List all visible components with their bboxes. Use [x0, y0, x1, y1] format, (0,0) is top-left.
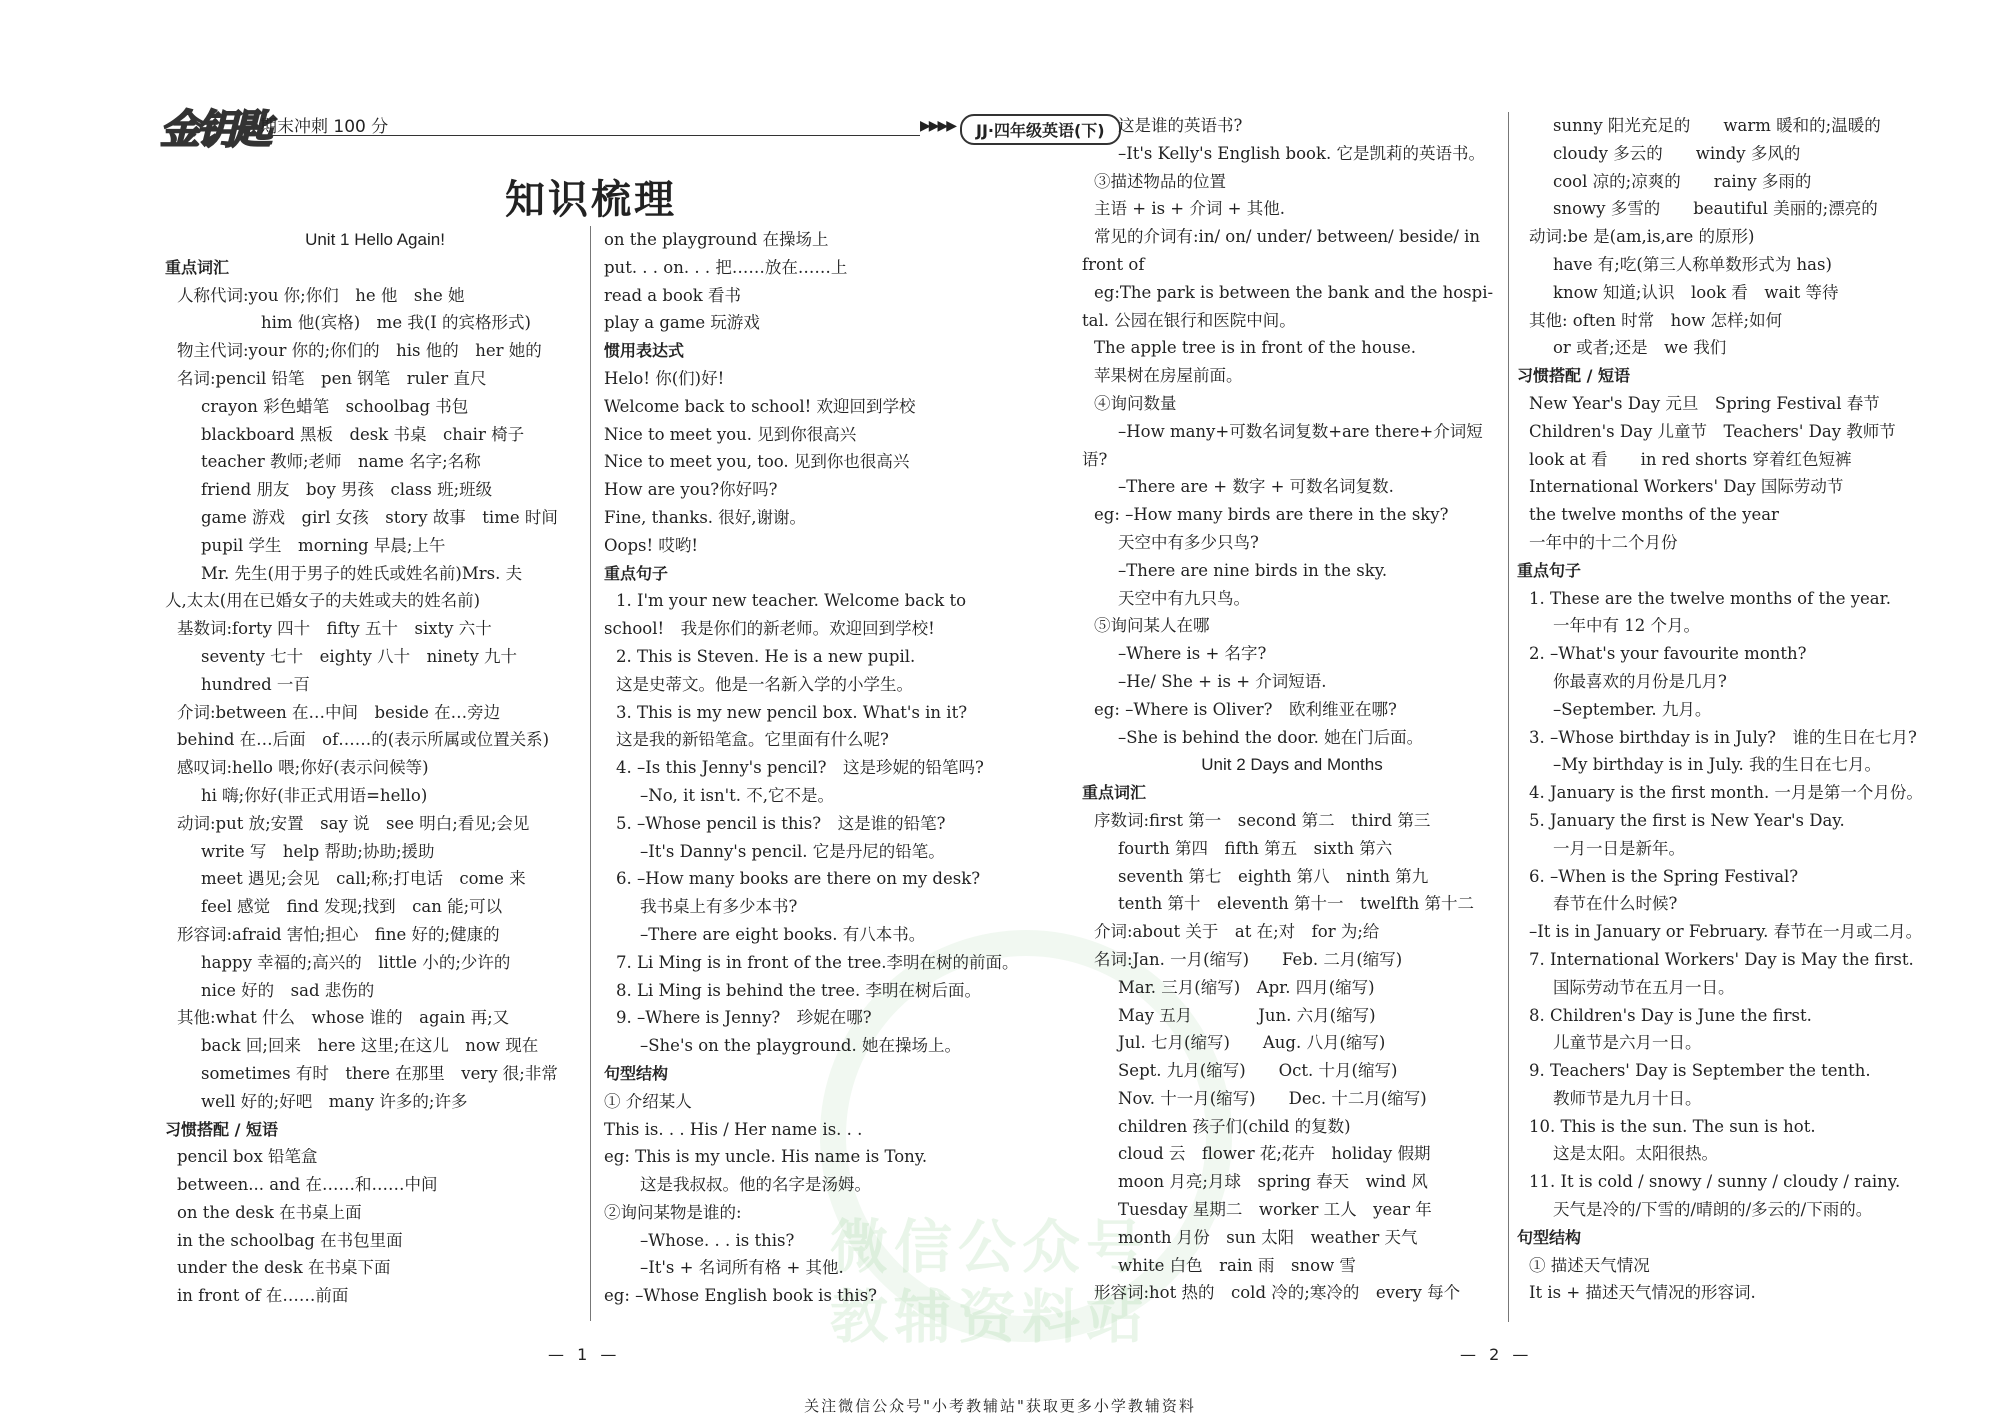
text-line: behind 在…后面 of……的(表示所属或位置关系) [177, 730, 550, 750]
text-line: under the desk 在书桌下面 [177, 1258, 391, 1278]
text-line: eg: –Whose English book is this? [604, 1286, 878, 1306]
text-line: –There are nine birds in the sky. [1118, 560, 1388, 580]
text-line: 序数词:first 第一 second 第二 third 第三 [1094, 810, 1431, 830]
text-line: 7. Li Ming is in front of the tree.李明在树的前面。 [616, 952, 1019, 972]
text-line: tal. 公园在银行和医院中间。 [1082, 310, 1296, 330]
column-divider [590, 226, 591, 1321]
text-line: look at 看 in red shorts 穿着红色短裤 [1529, 449, 1852, 469]
text-line: 主语 + is + 介词 + 其他. [1094, 199, 1285, 219]
text-line: eg: –How many birds are there in the sky? [1094, 505, 1449, 525]
text-line: ②询问某物是谁的: [604, 1202, 742, 1222]
text-line: 天空中有九只鸟。 [1118, 588, 1250, 608]
text-line: read a book 看书 [604, 285, 742, 305]
text-line: on the playground 在操场上 [604, 230, 829, 249]
text-line: meet 遇见;会见 call;称;打电话 come 来 [201, 869, 526, 889]
arrow-chevrons-icon: ▶▶▶▶ [920, 118, 956, 134]
text-line: 春节在什么时候? [1553, 894, 1678, 914]
text-line: 9. –Where is Jenny? 珍妮在哪? [616, 1008, 872, 1028]
text-line: 形容词:hot 热的 cold 冷的;寒冷的 every 每个 [1094, 1283, 1461, 1303]
text-line: –September. 九月。 [1553, 699, 1712, 719]
text-line: fourth 第四 fifth 第五 sixth 第六 [1118, 838, 1393, 858]
text-line: 7. International Workers' Day is May the first. [1529, 949, 1914, 969]
column-1 [165, 226, 585, 1310]
text-line: 介词:about 关于 at 在;对 for 为;给 [1094, 922, 1380, 942]
text-line: know 知道;认识 look 看 wait 等待 [1553, 282, 1839, 302]
header-title: 期末冲刺 100 分 [260, 117, 389, 137]
text-line: cloud 云 flower 花;花卉 holiday 假期 [1118, 1144, 1431, 1164]
text-line: 教师节是九月十日。 [1553, 1088, 1702, 1108]
text-line: eg:The park is between the bank and the hospi- [1094, 282, 1494, 302]
text-line: Mar. 三月(缩写) Apr. 四月(缩写) [1118, 977, 1375, 997]
text-line: 3. –Whose birthday is in July? 谁的生日在七月? [1529, 727, 1917, 747]
text-line: –How many+可数名词复数+are there+介词短 [1118, 421, 1483, 441]
text-line: pencil box 铅笔盒 [177, 1147, 318, 1167]
text-line: How are you?你好吗? [604, 480, 778, 500]
text-line: May 五月 Jun. 六月(缩写) [1118, 1005, 1376, 1025]
text-line: 名词:pencil 铅笔 pen 钢笔 ruler 直尺 [177, 368, 487, 388]
text-line: game 游戏 girl 女孩 story 故事 time 时间 [201, 507, 558, 527]
text-line: crayon 彩色蜡笔 schoolbag 书包 [201, 396, 469, 416]
text-line: sunny 阳光充足的 warm 暖和的;温暖的 [1553, 116, 1881, 135]
text-line: cloudy 多云的 windy 多风的 [1553, 143, 1801, 163]
text-line: –No, it isn't. 不,它不是。 [640, 785, 835, 805]
text-line: write 写 help 帮助;协助;援助 [201, 841, 435, 861]
text-line: 2. –What's your favourite month? [1529, 644, 1807, 664]
text-line: 一年中有 12 个月。 [1553, 616, 1700, 636]
text-line: 动词:be 是(am,is,are 的原形) [1529, 227, 1755, 247]
text-line: 10. This is the sun. The sun is hot. [1529, 1116, 1816, 1136]
text-line: 3. This is my new pencil box. What's in it? [616, 702, 968, 722]
text-line: 儿童节是六月一日。 [1553, 1033, 1702, 1053]
text-line: –There are + 数字 + 可数名词复数. [1118, 477, 1394, 497]
text-line: month 月份 sun 太阳 weather 天气 [1118, 1227, 1418, 1247]
text-line: Nice to meet you, too. 见到你也很高兴 [604, 452, 910, 472]
text-line: 4. –Is this Jenny's pencil? 这是珍妮的铅笔吗? [616, 758, 984, 778]
page-number: — 1 — [548, 1345, 621, 1364]
text-line: 常见的介词有:in/ on/ under/ between/ beside/ in [1094, 227, 1481, 247]
text-line: 感叹词:hello 喂;你好(表示问候等) [177, 758, 429, 778]
section-heading: 重点句子 [604, 563, 669, 583]
text-line: teacher 教师;老师 name 名字;名称 [201, 452, 481, 472]
text-line: the twelve months of the year [1529, 505, 1779, 525]
text-line: 这是我的新铅笔盒。它里面有什么呢? [616, 730, 889, 750]
text-line: –Whose. . . is this? [640, 1230, 795, 1250]
text-line: 8. Children's Day is June the first. [1529, 1005, 1812, 1025]
watermark-text: 微信公众号 [830, 1213, 1151, 1281]
text-line: ③描述物品的位置 [1094, 171, 1226, 191]
text-line: well 好的;好吧 many 许多的;许多 [201, 1091, 468, 1111]
text-line: eg: This is my uncle. His name is Tony. [604, 1147, 928, 1167]
text-line: 天空中有多少只鸟? [1118, 532, 1259, 552]
text-line: ① 描述天气情况 [1529, 1255, 1650, 1275]
text-line: Helo! 你(们)好! [604, 368, 725, 388]
column-4 [1517, 112, 1947, 1307]
text-line: 一年中的十二个月份 [1529, 532, 1678, 552]
text-line: seventh 第七 eighth 第八 ninth 第九 [1118, 866, 1429, 886]
text-line: Welcome back to school! 欢迎回到学校 [604, 396, 916, 416]
grade-badge: JJ·四年级英语(下) [960, 114, 1121, 145]
text-line: 介词:between 在…中间 beside 在…旁边 [177, 702, 501, 722]
text-line: –There are eight books. 有八本书。 [640, 924, 926, 944]
text-line: It is + 描述天气情况的形容词. [1529, 1283, 1756, 1303]
brand-logo: 金钥匙 [160, 106, 268, 153]
text-line: Oops! 哎哟! [604, 535, 698, 555]
text-line: 11. It is cold / snowy / sunny / cloudy / rainy. [1529, 1172, 1901, 1192]
column-3 [1082, 112, 1502, 1307]
text-line: Sept. 九月(缩写) Oct. 十月(缩写) [1118, 1061, 1398, 1081]
text-line: 我书桌上有多少本书? [640, 897, 798, 917]
header-rule [260, 135, 920, 136]
section-heading: 句型结构 [604, 1063, 669, 1083]
text-line: –It is in January or February. 春节在一月或二月。 [1529, 922, 1923, 942]
text-line: feel 感觉 find 发现;找到 can 能;可以 [201, 897, 503, 917]
text-line: –It's Kelly's English book. 它是凯莉的英语书。 [1118, 143, 1485, 163]
text-line: in front of 在……前面 [177, 1286, 349, 1306]
page-title: 知识梳理 [505, 176, 677, 223]
text-line: between... and 在……和……中间 [177, 1175, 438, 1195]
text-line: moon 月亮;月球 spring 春天 wind 风 [1118, 1172, 1428, 1192]
unit-title: Unit 1 Hello Again! [305, 230, 445, 249]
column-divider [1508, 112, 1509, 1322]
text-line: –It's Danny's pencil. 它是丹尼的铅笔。 [640, 841, 945, 861]
text-line: New Year's Day 元旦 Spring Festival 春节 [1529, 393, 1880, 413]
text-line: International Workers' Day 国际劳动节 [1529, 477, 1844, 497]
text-line: 天气是冷的/下雪的/晴朗的/多云的/下雨的。 [1553, 1200, 1873, 1220]
text-line: –She is behind the door. 她在门后面。 [1118, 727, 1424, 747]
text-line: school! 我是你们的新老师。欢迎回到学校! [604, 619, 935, 639]
watermark-text: 教辅资料站 [830, 1283, 1151, 1351]
text-line: 你最喜欢的月份是几月? [1553, 671, 1727, 691]
text-line: 语? [1082, 449, 1108, 469]
text-line: 1. I'm your new teacher. Welcome back to [616, 591, 967, 611]
text-line: 5. January the first is New Year's Day. [1529, 810, 1845, 830]
text-line: 6. –When is the Spring Festival? [1529, 866, 1799, 886]
text-line: –He/ She + is + 介词短语. [1118, 671, 1327, 691]
text-line: Nov. 十一月(缩写) Dec. 十二月(缩写) [1118, 1088, 1427, 1108]
section-heading: 重点句子 [1517, 560, 1582, 580]
footer-note: 关注微信公众号"小考教辅站"获取更多小学教辅资料 [804, 1397, 1196, 1415]
text-line: have 有;吃(第三人称单数形式为 has) [1553, 254, 1832, 274]
text-line: 8. Li Ming is behind the tree. 李明在树后面。 [616, 980, 982, 1000]
text-line: happy 幸福的;高兴的 little 小的;少许的 [201, 952, 511, 972]
text-line: ⑤询问某人在哪 [1094, 616, 1210, 636]
text-line: play a game 玩游戏 [604, 313, 760, 333]
text-line: in the schoolbag 在书包里面 [177, 1230, 403, 1250]
text-line: 名词:Jan. 一月(缩写) Feb. 二月(缩写) [1094, 949, 1403, 969]
text-line: back 回;回来 here 这里;在这儿 now 现在 [201, 1036, 539, 1056]
text-line: 人,太太(用在已婚女子的夫姓或夫的姓名前) [165, 591, 481, 611]
text-line: snowy 多雪的 beautiful 美丽的;漂亮的 [1553, 199, 1878, 219]
text-line: put. . . on. . . 把……放在……上 [604, 257, 848, 277]
section-heading: 重点词汇 [165, 257, 230, 277]
text-line: white 白色 rain 雨 snow 雪 [1118, 1255, 1356, 1275]
text-line: 动词:put 放;安置 say 说 see 明白;看见;会见 [177, 813, 530, 833]
text-line: nice 好的 sad 悲伤的 [201, 980, 375, 1000]
text-line: 5. –Whose pencil is this? 这是谁的铅笔? [616, 813, 946, 833]
section-heading: 重点词汇 [1082, 783, 1147, 803]
text-line: or 或者;还是 we 我们 [1553, 338, 1727, 358]
text-line: 这是我叔叔。他的名字是汤姆。 [640, 1175, 871, 1195]
text-line: 9. Teachers' Day is September the tenth. [1529, 1061, 1871, 1081]
text-line: –Where is + 名字? [1118, 644, 1267, 664]
text-line: ① 介绍某人 [604, 1091, 692, 1111]
text-line: 这是太阳。太阳很热。 [1553, 1144, 1718, 1164]
text-line: 其他:what 什么 whose 谁的 again 再;又 [177, 1008, 510, 1028]
unit-title: Unit 2 Days and Months [1201, 755, 1383, 775]
section-heading: 句型结构 [1517, 1227, 1582, 1247]
text-line: 国际劳动节在五月一日。 [1553, 977, 1735, 997]
section-heading: 习惯搭配 / 短语 [1517, 366, 1630, 386]
text-line: 其他: often 时常 how 怎样;如何 [1529, 310, 1783, 330]
text-line: 苹果树在房屋前面。 [1094, 366, 1243, 386]
text-line: –She's on the playground. 她在操场上。 [640, 1036, 961, 1056]
text-line: front of [1082, 254, 1145, 274]
page-header [160, 98, 1105, 158]
text-line: Nice to meet you. 见到你很高兴 [604, 424, 857, 444]
text-line: 6. –How many books are there on my desk? [616, 869, 981, 889]
text-line: friend 朋友 boy 男孩 class 班;班级 [201, 480, 493, 500]
text-line: –My birthday is in July. 我的生日在七月。 [1553, 755, 1881, 775]
text-line: –It's + 名词所有格 + 其他. [640, 1258, 844, 1278]
text-line: 形容词:afraid 害怕;担心 fine 好的;健康的 [177, 924, 500, 944]
text-line: 1. These are the twelve months of the year. [1529, 588, 1891, 608]
text-line: hundred 一百 [201, 674, 310, 694]
text-line: 基数词:forty 四十 fifty 五十 sixty 六十 [177, 619, 492, 639]
text-line: Mr. 先生(用于男子的姓氏或姓名前)Mrs. 夫 [201, 563, 523, 583]
text-line: The apple tree is in front of the house. [1094, 338, 1416, 358]
text-line: ④询问数量 [1094, 393, 1177, 413]
text-line: eg: –Where is Oliver? 欧利维亚在哪? [1094, 699, 1397, 719]
text-line: 这是史蒂文。他是一名新入学的小学生。 [616, 674, 913, 694]
section-heading: 习惯搭配 / 短语 [165, 1119, 278, 1139]
text-line: 物主代词:your 你的;你们的 his 他的 her 她的 [177, 341, 542, 361]
text-line: 4. January is the first month. 一月是第一个月份。 [1529, 783, 1923, 803]
text-line: Fine, thanks. 很好,谢谢。 [604, 507, 807, 527]
text-line: sometimes 有时 there 在那里 very 很;非常 [201, 1063, 558, 1083]
text-line: tenth 第十 eleventh 第十一 twelfth 第十二 [1118, 894, 1474, 914]
text-line: Jul. 七月(缩写) Aug. 八月(缩写) [1118, 1033, 1386, 1053]
text-line: children 孩子们(child 的复数) [1118, 1116, 1351, 1136]
text-line: cool 凉的;凉爽的 rainy 多雨的 [1553, 171, 1812, 191]
section-heading: 惯用表达式 [604, 341, 685, 361]
text-line: 这是谁的英语书? [1118, 116, 1243, 135]
text-line: him 他(宾格) me 我(I 的宾格形式) [261, 313, 531, 333]
text-line: seventy 七十 eighty 八十 ninety 九十 [201, 646, 518, 666]
text-line: 人称代词:you 你;你们 he 他 she 她 [177, 285, 465, 305]
text-line: pupil 学生 morning 早晨;上午 [201, 535, 446, 555]
text-line: 一月一日是新年。 [1553, 838, 1685, 858]
text-line: on the desk 在书桌上面 [177, 1202, 362, 1222]
text-line: Tuesday 星期二 worker 工人 year 年 [1118, 1200, 1432, 1220]
page-number: — 2 — [1460, 1345, 1533, 1364]
column-2 [604, 226, 1019, 1310]
text-line: This is. . . His / Her name is. . . [604, 1119, 863, 1139]
text-line: hi 嗨;你好(非正式用语=hello) [201, 785, 428, 805]
text-line: Children's Day 儿童节 Teachers' Day 教师节 [1529, 421, 1896, 441]
text-line: blackboard 黑板 desk 书桌 chair 椅子 [201, 424, 525, 444]
text-line: 2. This is Steven. He is a new pupil. [616, 646, 916, 666]
